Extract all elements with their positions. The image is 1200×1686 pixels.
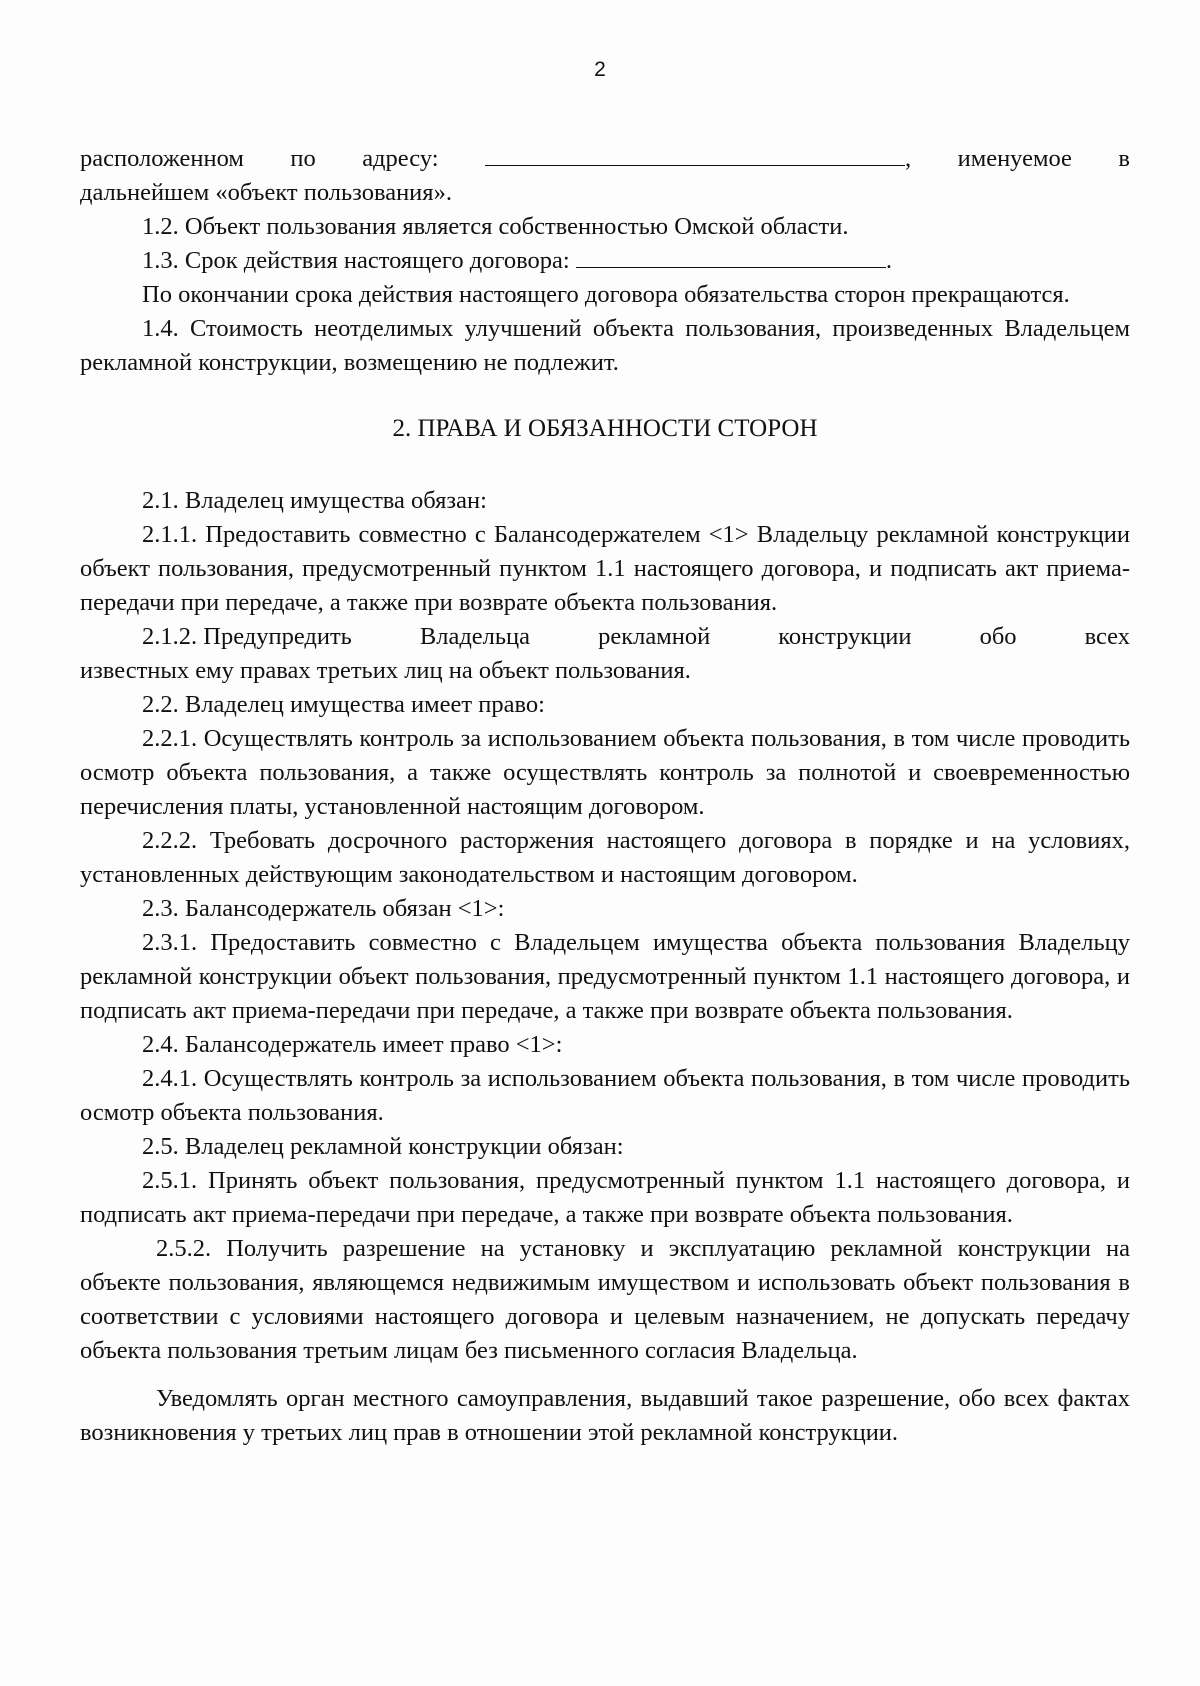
word: именуемое bbox=[957, 145, 1072, 172]
word: 2.1.2. Предупредить bbox=[142, 623, 352, 650]
paragraph: дальнейшем «объект пользования». bbox=[80, 179, 452, 206]
paragraph-2-2-2: 2.2.2. Требовать досрочного расторжения настоящего договора в порядке и на условиях, установленных действующим законодательством и настоящим договором. bbox=[80, 827, 1130, 888]
word: адресу: bbox=[362, 145, 439, 172]
paragraph-2-1-2-first-line bbox=[80, 620, 1130, 654]
paragraph-2-5: 2.5. Владелец рекламной конструкции обязан: bbox=[142, 1133, 624, 1160]
paragraph-2-4-1: 2.4.1. Осуществлять контроль за использованием объекта пользования, в том числе проводить осмотр объекта пользования. bbox=[80, 1065, 1130, 1126]
paragraph-1-3: 1.3. Срок действия настоящего договора: . bbox=[142, 247, 892, 274]
word: Владельца bbox=[419, 623, 531, 650]
paragraph-2-2: 2.2. Владелец имущества имеет право: bbox=[142, 691, 545, 718]
word: рекламной bbox=[598, 623, 711, 650]
word: по bbox=[290, 145, 316, 172]
address-underline bbox=[485, 143, 905, 166]
paragraph-2-5-1: 2.5.1. Принять объект пользования, предусмотренный пунктом 1.1 настоящего договора, и подписать акт приема-передачи при передаче, а также при возврате объекта пользования. bbox=[80, 1167, 1130, 1228]
paragraph-1-3-end: По окончании срока действия настоящего договора обязательства сторон прекращаются. bbox=[142, 281, 1070, 308]
paragraph-2-3: 2.3. Балансодержатель обязан <1>: bbox=[142, 895, 505, 922]
paragraph-2-1: 2.1. Владелец имущества обязан: bbox=[142, 487, 487, 514]
paragraph-notify: Уведомлять орган местного самоуправления, выдавший такое разрешение, обо всех фактах возникновения у третьих лиц прав в отношении этой рекламной конструкции. bbox=[80, 1385, 1130, 1446]
word: в bbox=[1118, 145, 1130, 172]
paragraph-2-1-1: 2.1.1. Предоставить совместно с Балансодержателем <1> Владельцу рекламной конструкции объект пользования, предусмотренный пунктом 1.1 настоящего договора, и подписать акт приема-передачи при передаче, а также при возврате объекта пользования. bbox=[80, 521, 1130, 616]
section-heading: 2. ПРАВА И ОБЯЗАННОСТИ СТОРОН bbox=[392, 415, 818, 442]
paragraph-2-1-2-rest: известных ему правах третьих лиц на объект пользования. bbox=[80, 657, 691, 684]
paragraph-2-4: 2.4. Балансодержатель имеет право <1>: bbox=[142, 1031, 563, 1058]
paragraph-2-2-1: 2.2.1. Осуществлять контроль за использованием объекта пользования, в том числе проводить осмотр объекта пользования, а также осуществлять контроль за полнотой и своевременностью перечисления платы, установленной настоящим договором. bbox=[80, 725, 1130, 820]
word: всех bbox=[1084, 623, 1130, 650]
document-body bbox=[80, 142, 1130, 1450]
address-line bbox=[80, 142, 1130, 176]
paragraph-2-5-2: 2.5.2. Получить разрешение на установку и эксплуатацию рекламной конструкции на объекте пользования, являющемся недвижимым имуществом и использовать объект пользования в соответствии с условиями настоящего договора и целевым назначением, не допускать передачу объекта пользования третьим лицам без письменного согласия Владельца. bbox=[80, 1235, 1130, 1364]
paragraph-1-4: 1.4. Стоимость неотделимых улучшений объекта пользования, произведенных Владельцем рекламной конструкции, возмещению не подлежит. bbox=[80, 315, 1130, 376]
paragraph-2-3-1: 2.3.1. Предоставить совместно с Владельцем имущества объекта пользования Владельцу рекламной конструкции объект пользования, предусмотренный пунктом 1.1 настоящего договора, и подписать акт приема-передачи при передаче, а также при возврате объекта пользования. bbox=[80, 929, 1130, 1024]
word: обо bbox=[979, 623, 1017, 650]
word: расположенном bbox=[80, 145, 244, 172]
paragraph-1-2: 1.2. Объект пользования является собственностью Омской области. bbox=[142, 213, 849, 240]
term-underline bbox=[576, 245, 886, 268]
page-number: 2 bbox=[594, 58, 606, 81]
word: конструкции bbox=[778, 623, 912, 650]
address-blank: , bbox=[485, 142, 911, 176]
